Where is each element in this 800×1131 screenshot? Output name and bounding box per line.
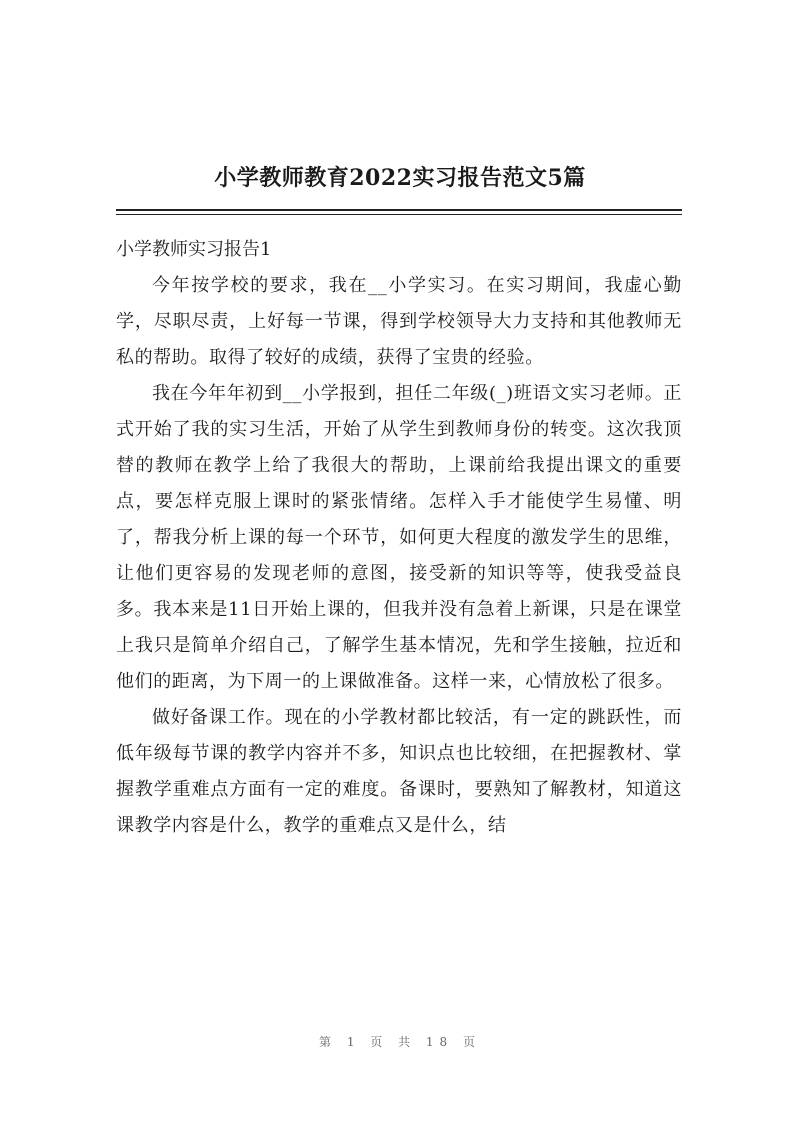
paragraph-3: 做好备课工作。现在的小学教材都比较活，有一定的跳跃性，而低年级每节课的教学内容并不多，知识点也比较细，在把握教材、掌握教学重难点方面有一定的难度。备课时，要熟知了解教材，知道这课教学内容是什么，教学的重难点又是什么，结: [116, 707, 682, 836]
title-divider-thin: [116, 214, 682, 215]
paragraph-2: 我在今年年初到__小学报到，担任二年级(_)班语文实习老师。正式开始了我的实习生活，开始了从学生到教师身份的转变。这次我顶替的教师在教学上给了我很大的帮助，上课前给我提出课文的重要点，要怎样克服上课时的紧张情绪。怎样入手才能使学生易懂、明了，帮我分析上课的每一个环节，如何更大程度的激发学生的思维，让他们更容易的发现老师的意图，接受新的知识等等，使我受益良多。我本来是11日开始上课的，但我并没有急着上新课，只是在课堂上我只是简单介绍自己，了解学生基本情况，先和学生接触，拉近和他们的距离，为下周一的上课做准备。这样一来，心情放松了很多。: [116, 383, 682, 692]
page-number-footer: 第 1 页 共 18 页: [319, 1035, 481, 1049]
document-title: 小学教师教育2022实习报告范文5篇: [214, 165, 586, 191]
section-heading: 小学教师实习报告1: [116, 239, 272, 260]
title-divider-thick: [116, 209, 682, 211]
paragraph-1: 今年按学校的要求，我在__小学实习。在实习期间，我虚心勤学，尽职尽责，上好每一节课，得到学校领导大力支持和其他教师无私的帮助。取得了较好的成绩，获得了宝贵的经验。: [116, 275, 682, 368]
document-body: [116, 232, 682, 844]
